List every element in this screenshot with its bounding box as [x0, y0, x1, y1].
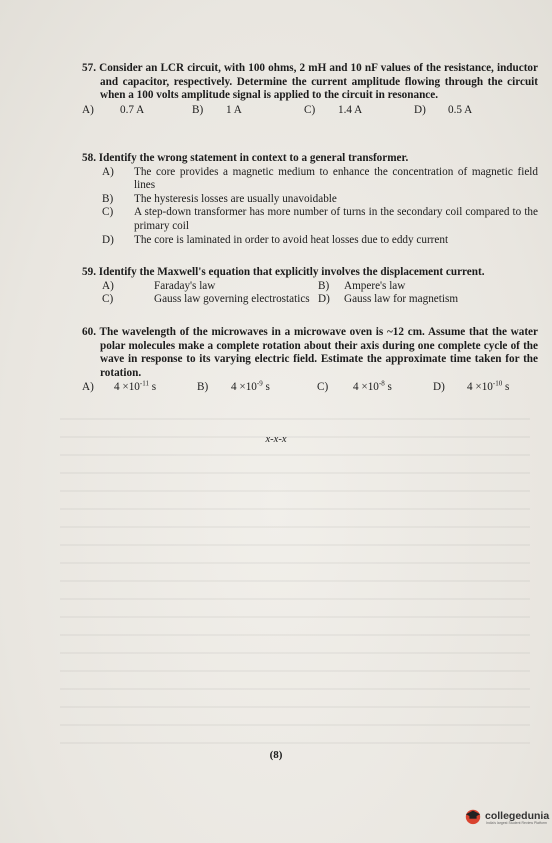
option-a: A) The core provides a magnetic medium to enhance the concentration of magnetic field lines: [102, 165, 538, 192]
option-d: D) The core is laminated in order to avoid heat losses due to eddy current: [102, 233, 449, 246]
options-row-2: C) Gauss law governing electrostatics D) Gauss law for magnetism: [102, 293, 459, 306]
options: [82, 104, 538, 118]
option-text: 0.5 A: [448, 103, 473, 116]
question-stem: 58. Identify the wrong statement in context to a general transformer.: [82, 152, 409, 164]
collegedunia-logo: [464, 807, 549, 825]
end-marker: x-x-x: [265, 434, 287, 445]
graduation-cap-icon: [464, 807, 482, 825]
logo-text: collegedunia: [485, 810, 550, 822]
question-58: [82, 152, 538, 247]
bleed-through-texture: [60, 418, 530, 758]
option-text: 1.4 A: [338, 103, 363, 116]
option-label: B): [192, 103, 204, 116]
option-label: D): [414, 103, 426, 116]
page-number: (8): [269, 749, 283, 761]
option-c-value: $4 \times 10^{-8}$ s: [353, 379, 392, 394]
option-b: B) The hysteresis losses are usually unavoidable: [102, 192, 337, 205]
option-b-value: $4 \times 10^{-9}$ s: [231, 379, 270, 394]
option-a-value: $4 \times 10^{-11}$ s: [114, 379, 157, 394]
option-d-value: $4 \times 10^{-10}$ s: [467, 379, 510, 394]
logo-tagline: India's largest Student Review Platform: [486, 821, 547, 825]
options-row-1: A) Faraday's law B) Ampere's law: [102, 279, 406, 292]
option-c: C) A step-down transformer has more number of turns in the secondary coil compared to the primary coil: [102, 206, 538, 232]
question-57: [82, 62, 538, 117]
option-text: 0.7 A: [120, 103, 145, 116]
question-60: [82, 326, 538, 395]
option-text: 1 A: [226, 103, 242, 116]
option-label: C): [304, 103, 316, 116]
question-stem: 60. The wavelength of the microwaves in a microwave oven is ~12 cm. Assume that the water polar molecules make a complete rotation about their axis during one complete cycle of the wave in response to its varying electric field. Estimate the approximate time taken for the rotation.: [82, 326, 538, 379]
question-stem: 59. Identify the Maxwell's equation that explicitly involves the displacement current.: [82, 266, 485, 278]
question-59: [82, 266, 538, 307]
question-stem: 57. Consider an LCR circuit, with 100 ohms, 2 mH and 10 nF values of the resistance, inductor and capacitor, respectively. Determine the current amplitude flowing through the circuit when a 100 volts amplitude signal is applied to the circuit in resonance.: [82, 62, 538, 102]
options: A) $4 \times 10^{-11}$ s B) $4 \times 10^{-9}$ s C) $4 \times 10^{-8}$ s D) $4 \times 10^{-10}$ s: [82, 381, 538, 395]
option-label: A): [82, 103, 94, 116]
